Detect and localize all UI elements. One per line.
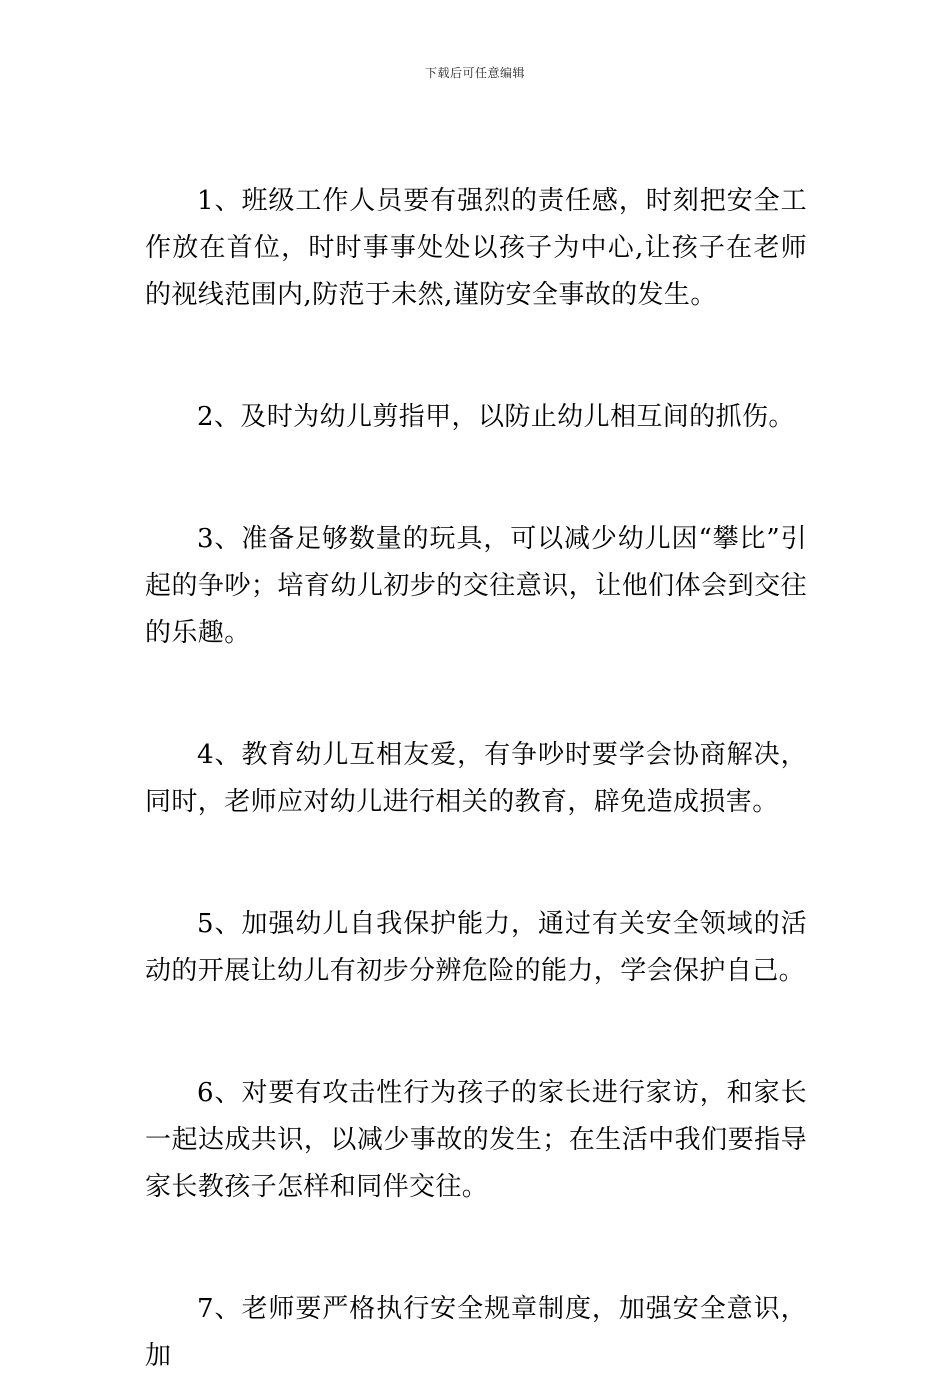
paragraph-5: 5、加强幼儿自我保护能力，通过有关安全领域的活动的开展让幼儿有初步分辨危险的能力，学会保护自己。 [145, 909, 807, 986]
paragraph-1: 1、班级工作人员要有强烈的责任感，时刻把安全工作放在首位，时时事事处处以孩子为中心,让孩子在老师的视线范围内,防范于未然,谨防安全事故的发生。 [145, 186, 807, 310]
paragraph-6: 6、对要有攻击性行为孩子的家长进行家访，和家长一起达成共识，以减少事故的发生；在生活中我们要指导家长教孩子怎样和同伴交往。 [145, 1078, 807, 1202]
paragraph-2: 2、及时为幼儿剪指甲，以防止幼儿相互间的抓伤。 [197, 402, 795, 432]
paragraph-7: 7、老师要严格执行安全规章制度，加强安全意识，加 [145, 1294, 807, 1371]
document-body [145, 178, 807, 1380]
paragraph-3: 3、准备足够数量的玩具，可以减少幼儿因“攀比”引起的争吵；培育幼儿初步的交往意识，让他们体会到交往的乐趣。 [145, 524, 807, 648]
paragraph-4: 4、教育幼儿互相友爱，有争吵时要学会协商解决，同时，老师应对幼儿进行相关的教育，辟免造成损害。 [145, 740, 807, 817]
page-header-note: 下载后可任意编辑 [424, 66, 525, 80]
